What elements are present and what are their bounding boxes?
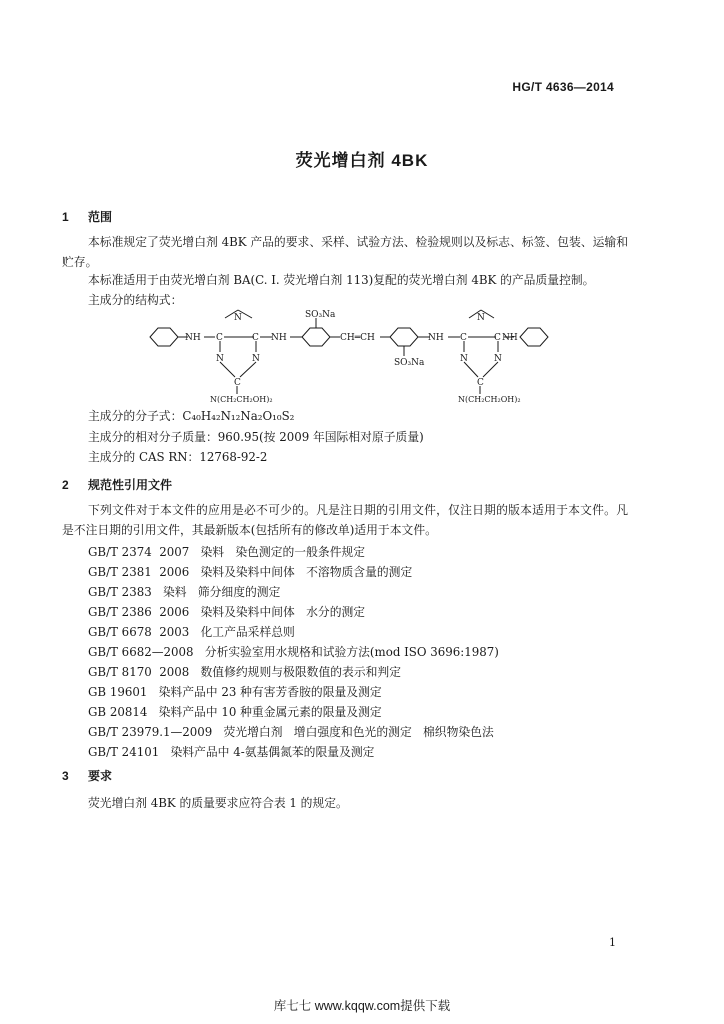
triazine-n-label: N xyxy=(234,313,242,323)
triazine-c-label: C xyxy=(252,333,259,343)
triazine-c-label: C xyxy=(216,333,223,343)
triazine-n-label: N xyxy=(460,354,468,364)
benzene-ring-right xyxy=(520,328,548,346)
reference-item: GB/T 2374 2007 染料 染色测定的一般条件规定 xyxy=(88,545,366,559)
document-title: 荧光增白剂 4BK xyxy=(295,151,429,170)
section-3-paragraph-1: 荧光增白剂 4BK 的质量要求应符合表 1 的规定。 xyxy=(88,796,348,810)
cas-number-line: 主成分的 CAS RN：12768-92-2 xyxy=(88,450,268,464)
vinylene-label: CH═CH xyxy=(340,333,375,343)
reference-item: GB/T 2381 2006 染料及染料中间体 不溶物质含量的测定 xyxy=(88,565,413,579)
section-2-heading xyxy=(62,476,172,493)
section-1-paragraph-2: 本标准适用于由荧光增白剂 BA(C. I. 荧光增白剂 113)复配的荧光增白剂 4BK 的产品质量控制。 xyxy=(88,273,595,287)
section-1-paragraph-1: 本标准规定了荧光增白剂 4BK 产品的要求、采样、试验方法、检验规则以及标志、标签、包装、运输和贮存。 xyxy=(62,235,628,269)
amine-label-left: N(CH₂CH₂OH)₂ xyxy=(210,395,273,403)
section-title: 范围 xyxy=(88,210,113,224)
molecular-formula-line: 主成分的分子式：C₄₀H₄₂N₁₂Na₂O₁₀S₂ xyxy=(88,409,295,423)
page-number: 1 xyxy=(609,936,616,949)
section-number: 1 xyxy=(62,210,69,224)
reference-item: GB 19601 染料产品中 23 种有害芳香胺的限量及测定 xyxy=(88,685,382,699)
section-1-heading xyxy=(62,208,112,225)
reference-item: GB/T 8170 2008 数值修约规则与极限数值的表示和判定 xyxy=(88,665,402,679)
benzene-ring-left xyxy=(150,328,178,346)
benzene-ring-sulfo-1 xyxy=(302,328,330,346)
reference-item: GB 20814 染料产品中 10 种重金属元素的限量及测定 xyxy=(88,705,382,719)
reference-item: GB/T 23979.1—2009 荧光增白剂 增白强度和色光的测定 棉织物染色法 xyxy=(88,725,494,739)
nh-label: NH xyxy=(502,333,518,343)
so3na-label-top: SO₃Na xyxy=(305,310,336,320)
section-2-intro: 下列文件对于本文件的应用是必不可少的。凡是注日期的引用文件，仅注日期的版本适用于本文件。凡是不注日期的引用文件，其最新版本(包括所有的修改单)适用于本文件。 xyxy=(62,503,628,537)
nh-label: NH xyxy=(271,333,287,343)
triazine-c-label: C xyxy=(460,333,467,343)
reference-item: GB/T 24101 染料产品中 4-氨基偶氮苯的限量及测定 xyxy=(88,745,375,759)
so3na-label-bottom: SO₃Na xyxy=(394,358,425,368)
footer-source-line: 库七七 www.kqqw.com提供下载 xyxy=(273,999,451,1013)
section-3-heading xyxy=(62,767,112,784)
nh-label: NH xyxy=(185,333,201,343)
nh-label: NH xyxy=(428,333,444,343)
section-title: 规范性引用文件 xyxy=(88,478,173,492)
standard-number: HG/T 4636—2014 xyxy=(512,80,614,94)
structural-formula xyxy=(140,308,550,403)
reference-item: GB/T 6678 2003 化工产品采样总则 xyxy=(88,625,295,639)
triazine-n-label: N xyxy=(216,354,224,364)
triazine-c-label: C xyxy=(494,333,501,343)
triazine-n-label: N xyxy=(477,313,485,323)
triazine-n-label: N xyxy=(494,354,502,364)
reference-item: GB/T 6682—2008 分析实验室用水规格和试验方法(mod ISO 3696:1987) xyxy=(88,645,499,659)
section-number: 2 xyxy=(62,478,69,492)
section-number: 3 xyxy=(62,769,69,783)
triazine-n-label: N xyxy=(252,354,260,364)
triazine-c-label: C xyxy=(477,378,484,388)
section-title: 要求 xyxy=(88,769,113,783)
reference-item: GB/T 2386 2006 染料及染料中间体 水分的测定 xyxy=(88,605,366,619)
molecular-mass-line: 主成分的相对分子质量：960.95(按 2009 年国际相对原子质量) xyxy=(88,430,424,444)
section-1-paragraph-3: 主成分的结构式： xyxy=(88,293,183,307)
benzene-ring-sulfo-2 xyxy=(390,328,418,346)
reference-item: GB/T 2383 染料 筛分细度的测定 xyxy=(88,585,281,599)
triazine-c-label: C xyxy=(234,378,241,388)
amine-label-right: N(CH₂CH₂OH)₂ xyxy=(458,395,521,403)
